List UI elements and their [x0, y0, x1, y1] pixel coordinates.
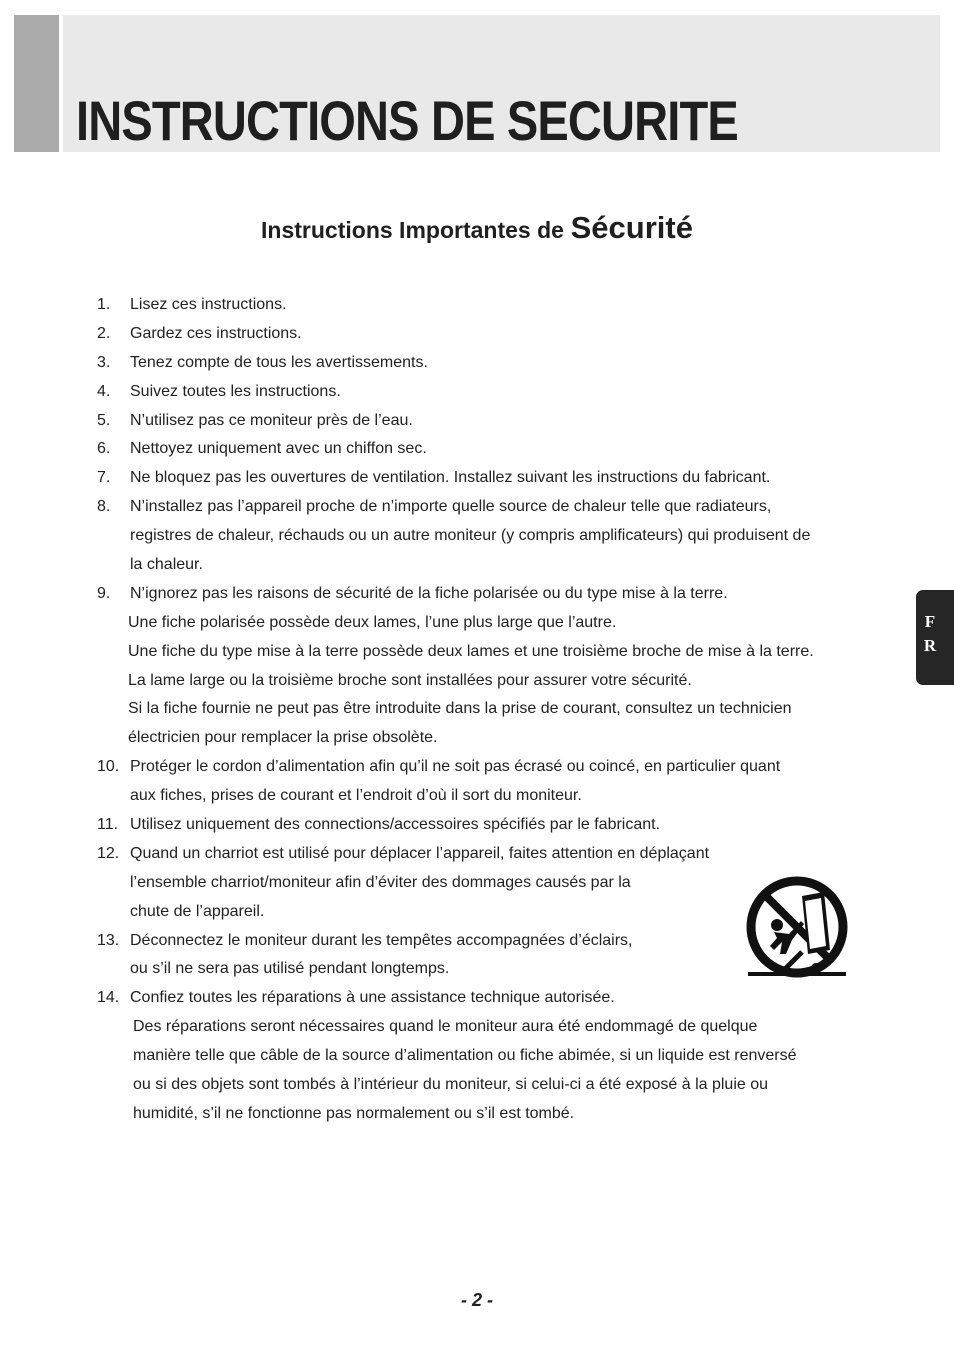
section-subtitle	[0, 210, 954, 246]
list-item-text: N’ignorez pas les raisons de sécurité de la fiche polarisée ou du type mise à la terre.	[130, 584, 728, 602]
list-item	[0, 840, 954, 869]
list-item-text: électricien pour remplacer la prise obsolète.	[128, 729, 438, 747]
list-item-text: la chaleur.	[130, 556, 203, 574]
list-item-continuation	[0, 1042, 954, 1071]
list-item-number: 13.	[97, 931, 120, 949]
list-item	[0, 349, 954, 378]
list-item-continuation	[0, 782, 954, 811]
list-item-continuation	[0, 695, 954, 724]
subtitle-part-1: Instructions Importantes de	[261, 217, 564, 243]
list-item	[0, 407, 954, 436]
list-item-number: 5.	[97, 411, 111, 429]
list-item-number: 4.	[97, 382, 111, 400]
list-item	[0, 493, 954, 522]
list-item-number: 6.	[97, 440, 111, 458]
list-item-text: N’installez pas l’appareil proche de n’importe quelle source de chaleur telle que radiateurs,	[130, 498, 772, 516]
list-item-continuation	[0, 522, 954, 551]
list-item-number: 14.	[97, 989, 120, 1007]
list-item-continuation	[0, 1100, 954, 1129]
list-item-number: 1.	[97, 296, 111, 313]
list-item	[0, 378, 954, 407]
list-item-text: l’ensemble charriot/moniteur afin d’éviter des dommages causés par la	[130, 873, 631, 891]
list-item-continuation	[0, 551, 954, 580]
page-title: INSTRUCTIONS DE SECURITE	[76, 89, 738, 152]
list-item-text: Déconnectez le moniteur durant les tempêtes accompagnées d’éclairs,	[130, 931, 633, 949]
header-accent-bar	[14, 15, 59, 152]
list-item-text: Tenez compte de tous les avertissements.	[130, 353, 428, 371]
list-item	[0, 984, 954, 1013]
list-item-number: 2.	[97, 324, 111, 342]
list-item-text: La lame large ou la troisième broche sont installées pour assurer votre sécurité.	[128, 671, 692, 689]
list-item-text: Lisez ces instructions.	[130, 296, 287, 313]
list-item-text: Des réparations seront nécessaires quand le moniteur aura été endommagé de quelque	[133, 1018, 758, 1036]
list-item-text: Protéger le cordon d’alimentation afin qu’il ne soit pas écrasé ou coincé, en particulier quant	[130, 758, 781, 776]
list-item-number: 11.	[97, 816, 119, 834]
list-item-continuation	[0, 638, 954, 667]
list-item-text: N’utilisez pas ce moniteur près de l’eau.	[130, 411, 413, 429]
language-tab	[916, 590, 954, 685]
list-item-continuation	[0, 667, 954, 696]
list-item-number: 7.	[97, 469, 111, 487]
list-item-text: Nettoyez uniquement avec un chiffon sec.	[130, 440, 427, 458]
list-item-text: ou si des objets sont tombés à l’intérieur du moniteur, si celui-ci a été exposé à la pluie ou	[133, 1076, 769, 1094]
page-number: - 2 -	[460, 1290, 493, 1310]
list-item-number: 12.	[97, 844, 120, 862]
list-item-number: 10.	[97, 758, 120, 776]
list-item-text: Si la fiche fournie ne peut pas être introduite dans la prise de courant, consultez un technicien	[128, 700, 792, 718]
list-item	[0, 811, 954, 840]
language-tab-letter-1: F	[924, 612, 936, 631]
list-item	[0, 320, 954, 349]
list-item-text: manière telle que câble de la source d’alimentation ou fiche abimée, si un liquide est renversé	[133, 1047, 797, 1065]
subtitle-part-2: Sécurité	[570, 210, 693, 245]
list-item-text: Confiez toutes les réparations à une assistance technique autorisée.	[130, 989, 615, 1007]
list-item-text: Une fiche polarisée possède deux lames, l’une plus large que l’autre.	[128, 613, 617, 631]
list-item-text: registres de chaleur, réchauds ou un autre moniteur (y compris amplificateurs) qui produisent de	[130, 527, 811, 545]
list-item-text: ou s’il ne sera pas utilisé pendant longtemps.	[130, 960, 450, 978]
cart-tip-over-warning-icon	[744, 876, 850, 982]
list-item	[0, 753, 954, 782]
list-item-continuation	[0, 1013, 954, 1042]
list-item-text: humidité, s’il ne fonctionne pas normalement ou s’il est tombé.	[133, 1104, 575, 1122]
instructions-list	[0, 291, 954, 1129]
list-item-continuation	[0, 609, 954, 638]
list-item-text: chute de l’appareil.	[130, 902, 265, 920]
list-item	[0, 464, 954, 493]
list-item-text: Suivez toutes les instructions.	[130, 382, 341, 400]
list-item-text: Une fiche du type mise à la terre possède deux lames et une troisième broche de mise à la terre.	[128, 642, 814, 660]
list-item-text: Utilisez uniquement des connections/accessoires spécifiés par le fabricant.	[130, 816, 661, 834]
list-item-continuation	[0, 1071, 954, 1100]
list-item	[0, 291, 954, 320]
language-tab-letter-2: R	[923, 636, 937, 655]
list-item-text: Ne bloquez pas les ouvertures de ventilation. Installez suivant les instructions du fabricant.	[130, 469, 771, 487]
list-item-number: 9.	[97, 584, 111, 602]
list-item-text: Gardez ces instructions.	[130, 324, 302, 342]
list-item	[0, 580, 954, 609]
list-item-text: aux fiches, prises de courant et l’endroit d’où il sort du moniteur.	[130, 787, 582, 805]
list-item-text: Quand un charriot est utilisé pour déplacer l’appareil, faites attention en déplaçant	[130, 844, 710, 862]
list-item-number: 8.	[97, 498, 111, 516]
list-item-continuation	[0, 724, 954, 753]
header-divider	[59, 15, 63, 152]
list-item-number: 3.	[97, 353, 111, 371]
list-item	[0, 435, 954, 464]
